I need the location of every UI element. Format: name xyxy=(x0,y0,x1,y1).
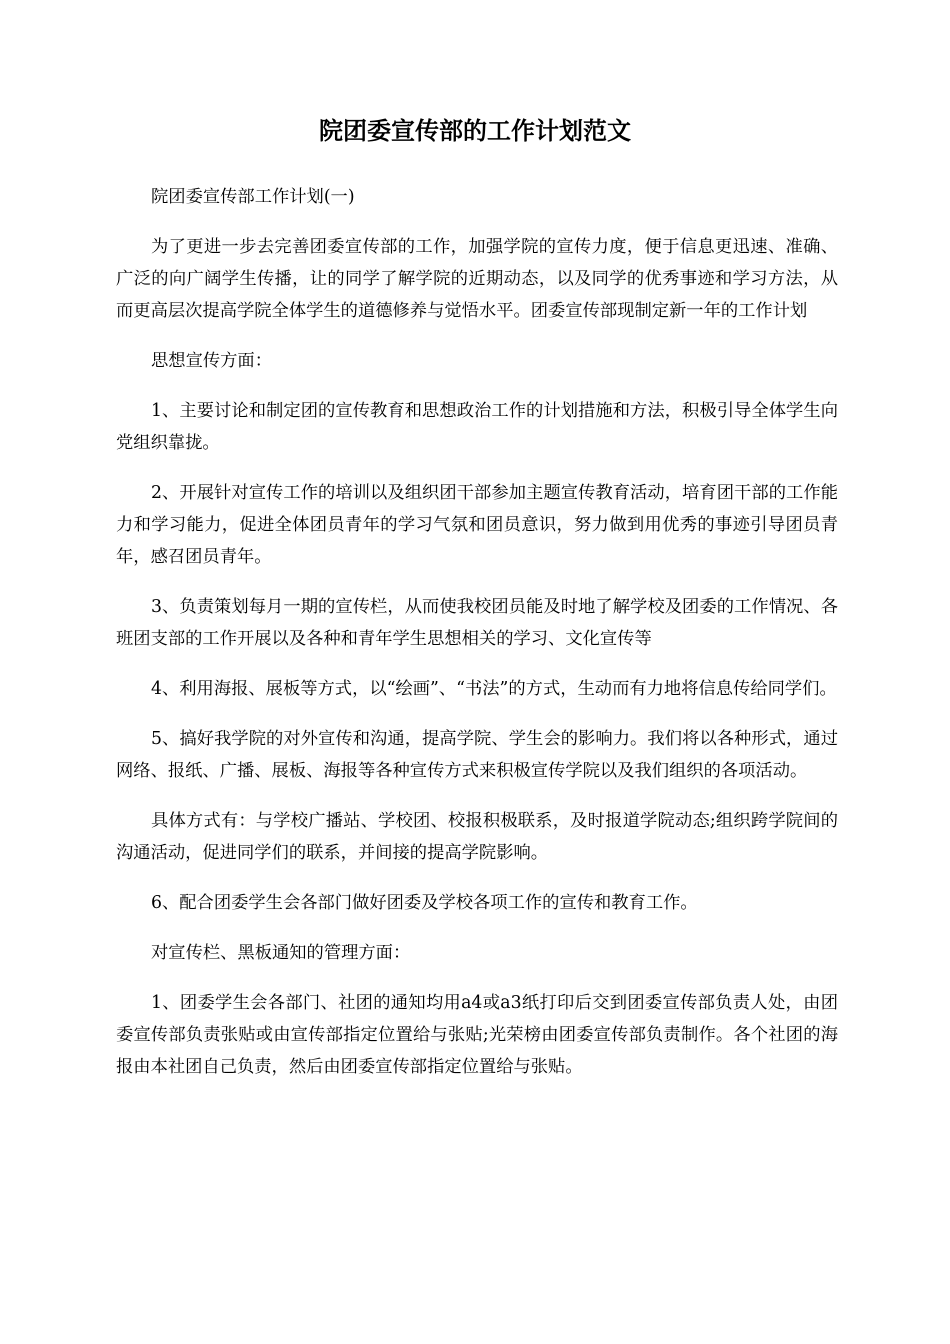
ideology-item-4: 4、利用海报、展板等方式，以“绘画”、“书法”的方式，生动而有力地将信息传给同学们。 xyxy=(151,679,837,699)
section-heading-bulletin: 对宣传栏、黑板通知的管理方面： xyxy=(151,943,411,963)
bulletin-item-1: 1、团委学生会各部门、社团的通知均用a4或a3纸打印后交到团委宣传部负责人处，由团委宣传部负责张贴或由宣传部指定位置给与张贴;光荣榜由团委宣传部负责制作。各个社团的海报由本社团自己负责，然后由团委宣传部指定位置给与张贴。 xyxy=(116,993,838,1077)
ideology-item-3: 3、负责策划每月一期的宣传栏，从而使我校团员能及时地了解学校及团委的工作情况、各班团支部的工作开展以及各种和青年学生思想相关的学习、文化宣传等 xyxy=(116,597,838,649)
section-heading-ideology: 思想宣传方面： xyxy=(151,351,272,371)
ideology-item-1: 1、主要讨论和制定团的宣传教育和思想政治工作的计划措施和方法，积极引导全体学生向党组织靠拢。 xyxy=(116,401,838,453)
ideology-item-2: 2、开展针对宣传工作的培训以及组织团干部参加主题宣传教育活动，培育团干部的工作能力和学习能力，促进全体团员青年的学习气氛和团员意识，努力做到用优秀的事迹引导团员青年，感召团员青年。 xyxy=(116,483,838,567)
document-title: 院团委宣传部的工作计划范文 xyxy=(319,116,631,145)
document-body xyxy=(116,181,838,1101)
ideology-item-6: 6、配合团委学生会各部门做好团委及学校各项工作的宣传和教育工作。 xyxy=(151,893,698,913)
ideology-item-5: 5、搞好我学院的对外宣传和沟通，提高学院、学生会的影响力。我们将以各种形式，通过网络、报纸、广播、展板、海报等各种宣传方式来积极宣传学院以及我们组织的各项活动。 xyxy=(116,729,838,781)
intro-paragraph: 为了更进一步去完善团委宣传部的工作，加强学院的宣传力度，便于信息更迅速、准确、广泛的向广阔学生传播，让的同学了解学院的近期动态，以及同学的优秀事迹和学习方法，从而更高层次提高学院全体学生的道德修养与觉悟水平。团委宣传部现制定新一年的工作计划 xyxy=(116,237,838,321)
plan-subtitle: 院团委宣传部工作计划(一) xyxy=(151,187,355,207)
specific-methods-paragraph: 具体方式有：与学校广播站、学校团、校报积极联系，及时报道学院动态;组织跨学院间的沟通活动，促进同学们的联系，并间接的提高学院影响。 xyxy=(116,811,838,863)
